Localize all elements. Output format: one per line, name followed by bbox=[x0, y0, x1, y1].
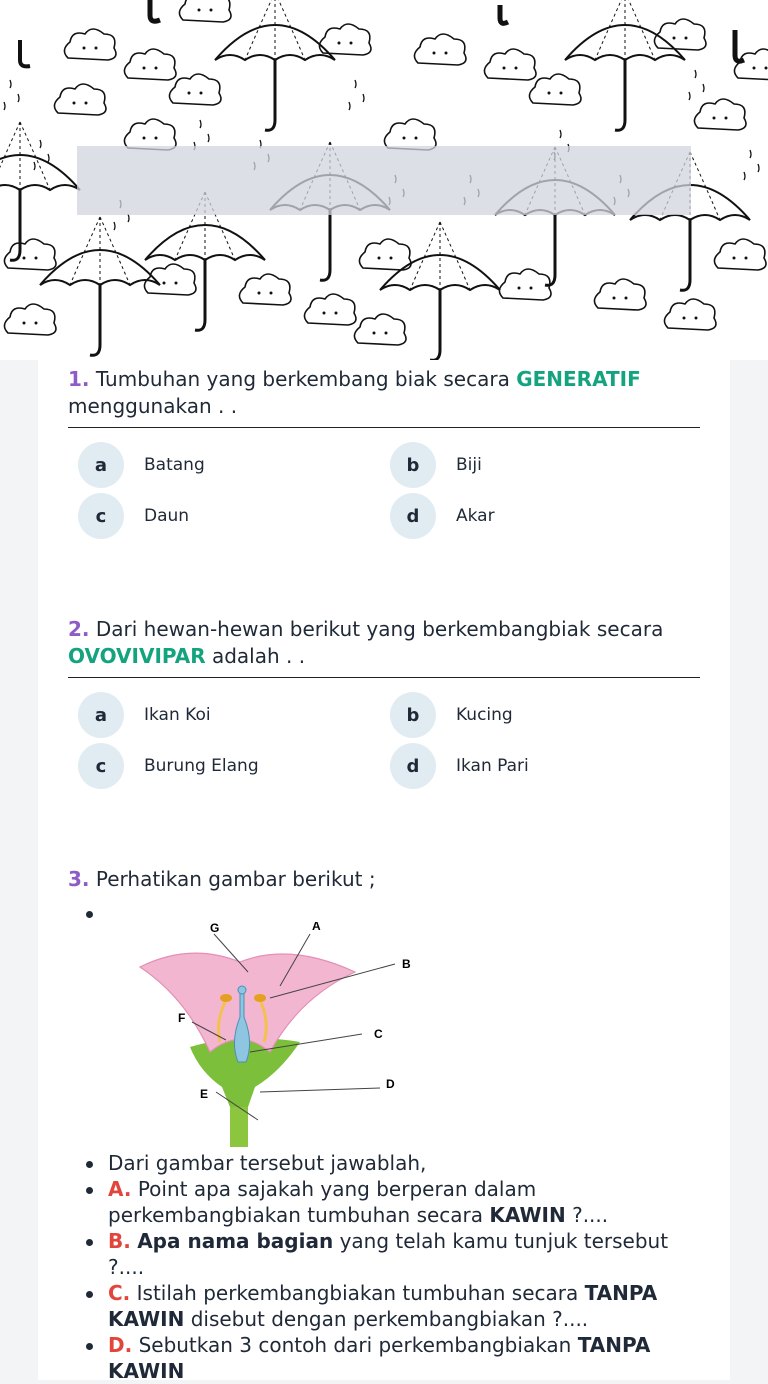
instruction-text: Point apa sajakah yang berperan dalam perkembangbiakan tumbuhan secara bbox=[108, 1177, 537, 1227]
question-1-text: Tumbuhan yang berkembang biak secara bbox=[95, 367, 510, 391]
instruction-text: Sebutkan 3 contoh dari perkembangbiakan bbox=[138, 1333, 572, 1357]
instruction-keyword: KAWIN bbox=[489, 1203, 566, 1227]
option-label: Biji bbox=[456, 455, 482, 475]
instruction-item bbox=[86, 1150, 706, 1176]
question-3-text: Perhatikan gambar berikut ; bbox=[95, 867, 376, 891]
option-letter: b bbox=[390, 442, 436, 488]
question-1-option-d[interactable] bbox=[390, 493, 495, 539]
instruction-keyword: Apa nama bagian bbox=[137, 1229, 334, 1253]
option-letter: d bbox=[390, 743, 436, 789]
flower-diagram bbox=[130, 922, 420, 1152]
question-2-option-d[interactable] bbox=[390, 743, 529, 789]
question-1-text-end: menggunakan . . bbox=[68, 394, 238, 418]
question-1-option-c[interactable] bbox=[78, 493, 189, 539]
option-letter: b bbox=[390, 692, 436, 738]
question-2-option-b[interactable] bbox=[390, 692, 513, 738]
option-label: Akar bbox=[456, 506, 495, 526]
figure-label-f: F bbox=[178, 1011, 186, 1025]
instruction-text: Istilah perkembangbiakan tumbuhan secara bbox=[136, 1281, 579, 1305]
option-label: Ikan Koi bbox=[144, 705, 211, 725]
instruction-item bbox=[86, 1176, 706, 1228]
option-label: Daun bbox=[144, 506, 190, 526]
question-2-text: Dari hewan-hewan berikut yang berkembangbiak secara bbox=[95, 617, 664, 641]
instruction-text-end: ?.... bbox=[572, 1203, 609, 1227]
question-2-option-a[interactable] bbox=[78, 692, 211, 738]
instruction-marker: C. bbox=[108, 1281, 131, 1305]
question-2-keyword: OVOVIVIPAR bbox=[68, 644, 206, 668]
flower-stem bbox=[230, 1102, 248, 1147]
instruction-text: Dari gambar tersebut jawablah, bbox=[108, 1151, 427, 1175]
figure-label-c: C bbox=[374, 1027, 383, 1041]
header-banner bbox=[0, 0, 768, 360]
instruction-keyword: TANPA KAWIN bbox=[108, 1281, 658, 1331]
question-1-number: 1. bbox=[68, 367, 90, 391]
question-2-divider bbox=[68, 677, 700, 678]
quiz-card bbox=[38, 360, 730, 1383]
list-bullet bbox=[86, 911, 93, 918]
option-label: Ikan Pari bbox=[456, 756, 529, 776]
option-letter: d bbox=[390, 493, 436, 539]
instruction-marker: B. bbox=[108, 1229, 131, 1253]
option-letter: a bbox=[78, 442, 124, 488]
question-3-number: 3. bbox=[68, 867, 90, 891]
question-3-instructions bbox=[86, 1150, 706, 1384]
option-label: Burung Elang bbox=[144, 756, 259, 776]
question-3-title bbox=[68, 866, 708, 893]
question-2-text-end: adalah . . bbox=[211, 644, 306, 668]
question-1-keyword: GENERATIF bbox=[516, 367, 641, 391]
question-1-option-a[interactable] bbox=[78, 442, 205, 488]
header-title-band bbox=[77, 146, 691, 215]
figure-label-d: D bbox=[386, 1077, 395, 1091]
instruction-keyword: TANPA KAWIN bbox=[108, 1333, 651, 1383]
option-letter: a bbox=[78, 692, 124, 738]
question-2-option-c[interactable] bbox=[78, 743, 259, 789]
instruction-text-end: yang telah kamu tunjuk tersebut ?.... bbox=[108, 1229, 669, 1279]
figure-label-b: B bbox=[402, 957, 411, 971]
instruction-marker: D. bbox=[108, 1333, 133, 1357]
figure-label-g: G bbox=[210, 922, 220, 935]
question-1-divider bbox=[68, 427, 700, 428]
question-2-title bbox=[68, 616, 708, 670]
figure-label-e: E bbox=[200, 1087, 209, 1101]
instruction-marker: A. bbox=[108, 1177, 132, 1201]
option-letter: c bbox=[78, 743, 124, 789]
instruction-item bbox=[86, 1228, 706, 1280]
instruction-item bbox=[86, 1280, 706, 1332]
instruction-item bbox=[86, 1332, 706, 1384]
instruction-text-end: disebut dengan perkembangbiakan ?.... bbox=[190, 1307, 589, 1331]
question-1-option-b[interactable] bbox=[390, 442, 482, 488]
question-2-number: 2. bbox=[68, 617, 90, 641]
figure-label-a: A bbox=[312, 922, 321, 933]
question-1-title bbox=[68, 366, 708, 420]
option-label: Kucing bbox=[456, 705, 513, 725]
option-letter: c bbox=[78, 493, 124, 539]
option-label: Batang bbox=[144, 455, 205, 475]
